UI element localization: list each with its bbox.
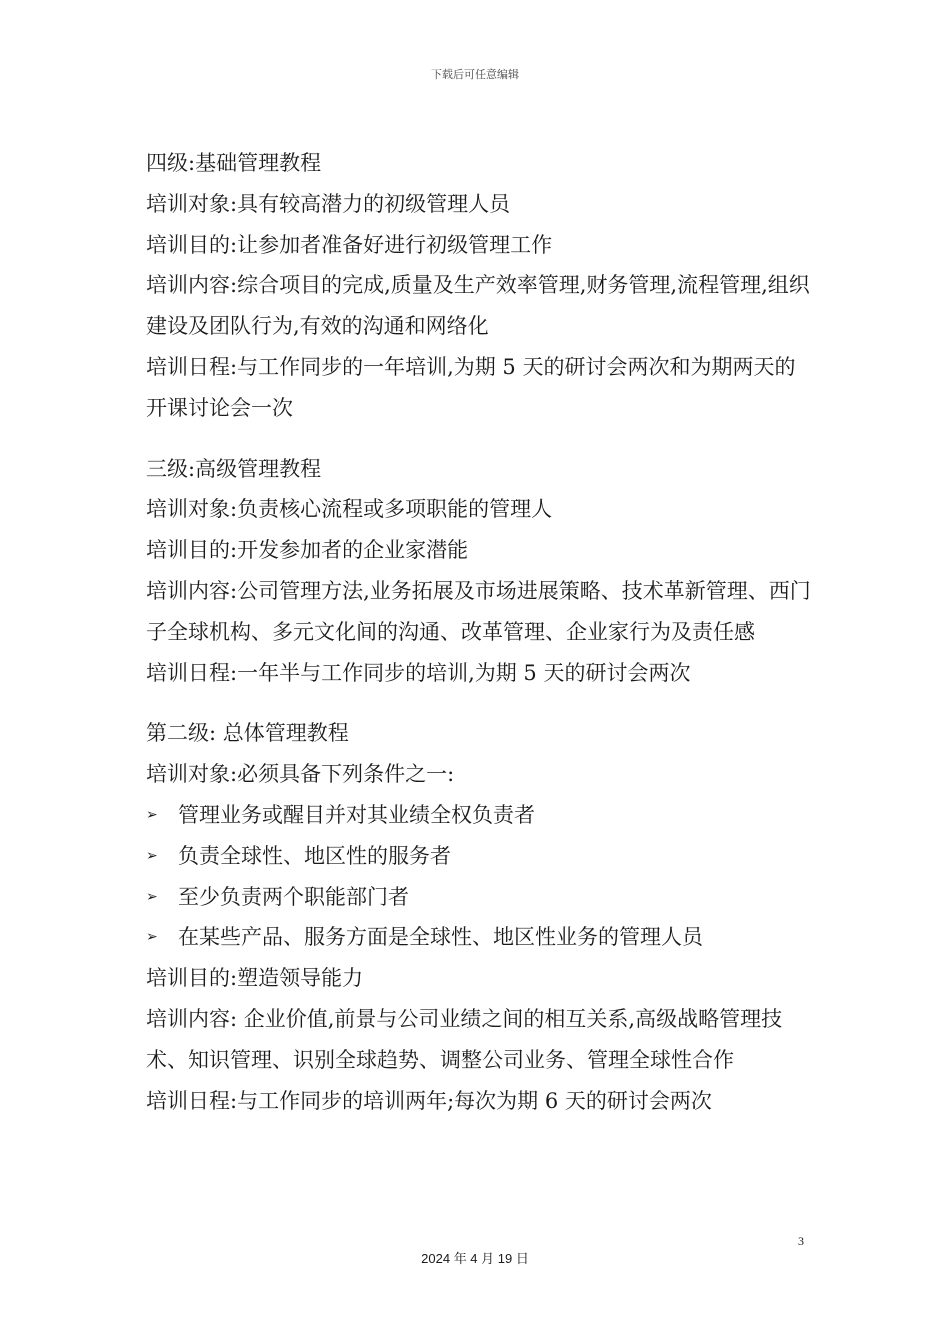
list-item bbox=[146, 836, 816, 877]
list-item-text: 至少负责两个职能部门者 bbox=[178, 884, 409, 909]
training-content: 培训内容: 企业价值,前景与公司业绩之间的相互关系,高级战略管理技术、知识管理、识别全球趋势、调整公司业务、管理全球性合作 bbox=[146, 1006, 783, 1072]
section-level-4 bbox=[146, 143, 816, 429]
section-title: 四级:基础管理教程 bbox=[146, 151, 322, 175]
training-schedule: 培训日程:一年半与工作同步的培训,为期 5 天的研讨会两次 bbox=[146, 660, 691, 685]
arrow-bullet-icon: ➢ bbox=[146, 847, 158, 864]
training-target: 培训对象:具有较高潜力的初级管理人员 bbox=[146, 191, 511, 216]
arrow-bullet-icon: ➢ bbox=[146, 888, 158, 905]
list-item-text: 管理业务或醒目并对其业绩全权负责者 bbox=[178, 802, 535, 827]
training-schedule: 培训日程:与工作同步的一年培训,为期 5 天的研讨会两次和为期两天的开课讨论会一次 bbox=[146, 354, 796, 420]
list-item bbox=[146, 795, 816, 836]
page-header: 下载后可任意编辑 bbox=[431, 68, 519, 81]
section-level-3 bbox=[146, 449, 816, 694]
page-number: 3 bbox=[798, 1234, 804, 1248]
list-item-text: 在某些产品、服务方面是全球性、地区性业务的管理人员 bbox=[178, 925, 703, 950]
page-footer-date: 2024 年 4 月 19 日 bbox=[421, 1251, 529, 1266]
training-target: 培训对象:负责核心流程或多项职能的管理人 bbox=[146, 497, 553, 522]
list-item-text: 负责全球性、地区性的服务者 bbox=[178, 843, 451, 868]
arrow-bullet-icon: ➢ bbox=[146, 929, 158, 946]
training-target: 培训对象:必须具备下列条件之一: bbox=[146, 762, 455, 787]
training-goal: 培训目的:让参加者准备好进行初级管理工作 bbox=[146, 232, 553, 257]
training-goal: 培训目的:塑造领导能力 bbox=[146, 966, 364, 991]
section-level-2 bbox=[146, 713, 816, 1121]
training-schedule: 培训日程:与工作同步的培训两年;每次为期 6 天的研讨会两次 bbox=[146, 1088, 712, 1113]
section-title: 第二级: 总体管理教程 bbox=[146, 721, 349, 746]
document-body bbox=[146, 143, 816, 1141]
list-item bbox=[146, 877, 816, 918]
training-content: 培训内容:公司管理方法,业务拓展及市场进展策略、技术革新管理、西门子全球机构、多元文化间的沟通、改革管理、企业家行为及责任感 bbox=[146, 578, 811, 644]
training-goal: 培训目的:开发参加者的企业家潜能 bbox=[146, 538, 469, 563]
section-title: 三级:高级管理教程 bbox=[146, 456, 322, 481]
training-content: 培训内容:综合项目的完成,质量及生产效率管理,财务管理,流程管理,组织建设及团队行为,有效的沟通和网络化 bbox=[146, 273, 810, 339]
arrow-bullet-icon: ➢ bbox=[146, 806, 158, 823]
list-item bbox=[146, 917, 816, 958]
